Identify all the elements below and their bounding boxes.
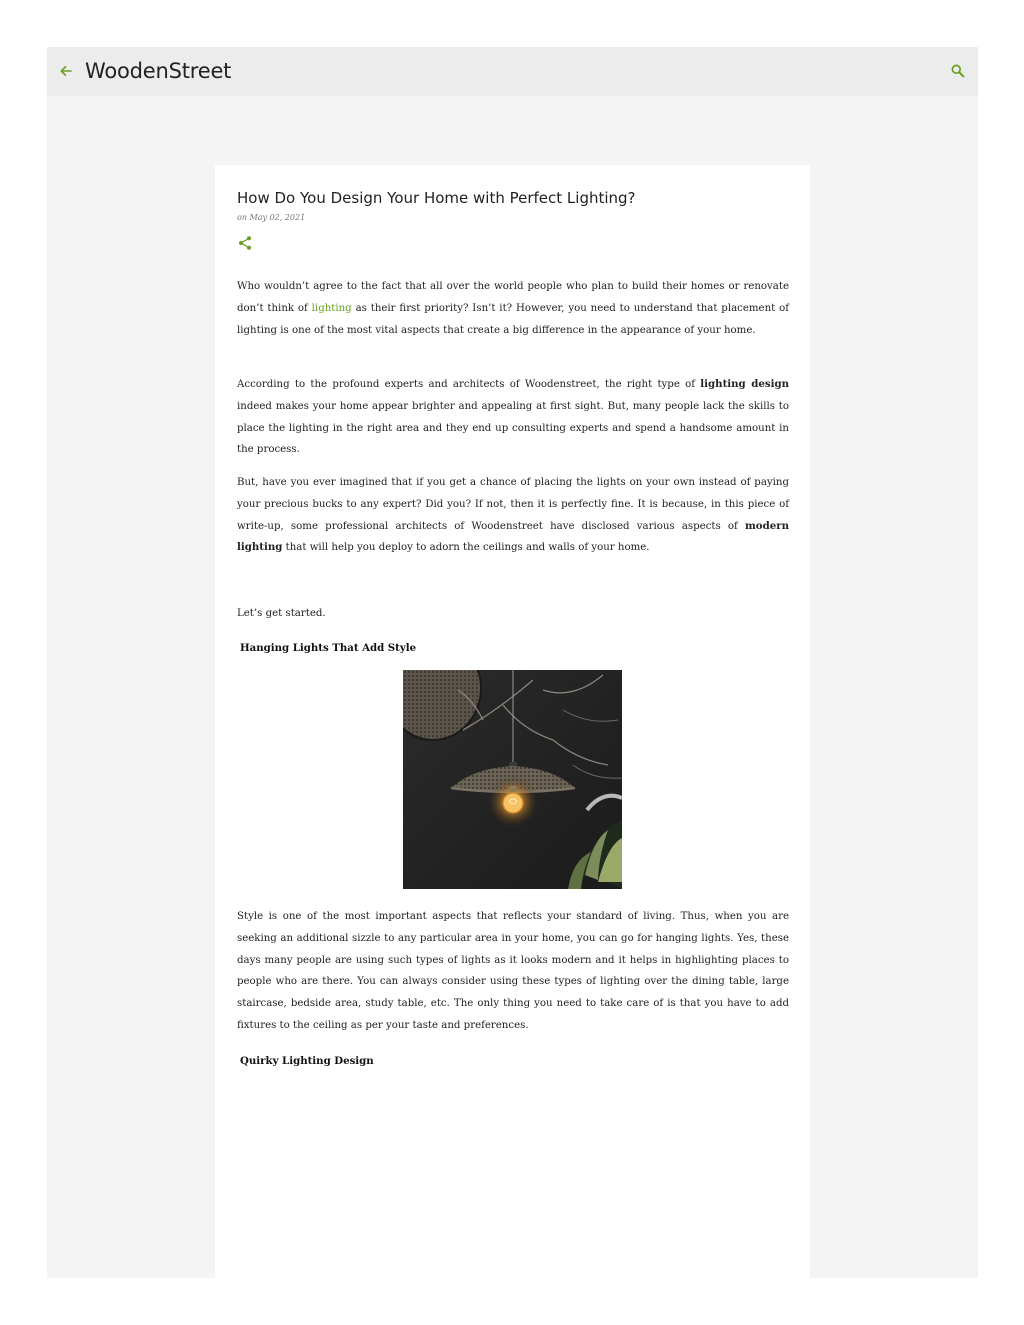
search-icon[interactable] — [950, 63, 966, 79]
paragraph-4: Let’s get started. — [237, 608, 326, 619]
paragraph-5: Style is one of the most important aspects that reflects your standard of living. Thus, when you are seeking an additional sizzle to any particular area in your home, you can go for hanging lights. Yes, these days many people are using such types of lights as it looks modern and it helps in highlighting places to people who are there. You can always consider using these types of lighting over the dining table, large staircase, bedside area, study table, etc. The only thing you need to take care of is that you have to add fixtures to the ceiling as per your taste and preferences. — [237, 911, 789, 1031]
post-date: on May 02, 2021 — [237, 213, 306, 222]
lighting-design-keyword: lighting design — [700, 378, 789, 390]
paragraph-2-text-end: indeed makes your home appear brighter and appealing at first sight. But, many people lack the skills to place the lighting in the right area and they end up consulting experts and spend a handsome amount in the process. — [237, 400, 789, 456]
paragraph-2 — [237, 374, 789, 461]
modern-lighting-keyword: modern lighting — [237, 519, 789, 554]
hanging-lamp-image — [403, 670, 622, 889]
paragraph-1-text: Who wouldn’t agree to the fact that all over the world people who plan to build their homes or renovate don’t think of — [237, 281, 789, 314]
blog-page — [47, 47, 978, 1278]
paragraph-1 — [237, 276, 789, 341]
post-title: How Do You Design Your Home with Perfect Lighting? — [237, 189, 636, 207]
site-title[interactable]: WoodenStreet — [85, 59, 232, 83]
lighting-link[interactable]: lighting — [311, 302, 352, 314]
arrow-left-icon[interactable] — [58, 63, 74, 79]
top-bar — [47, 47, 978, 96]
paragraph-2-text: According to the profound experts and architects of Woodenstreet, the right type of — [237, 379, 701, 390]
section-heading-quirky-lighting: Quirky Lighting Design — [240, 1055, 374, 1067]
paragraph-3-text: But, have you ever imagined that if you get a chance of placing the lights on your own instead of paying your precious bucks to any expert? Did you? If not, then it is perfectly fine. It is because, in this piece of write-up, some professional architects of Woodenstreet have disclosed various aspects of — [237, 477, 789, 532]
paragraph-3 — [237, 472, 789, 559]
section-heading-hanging-lights: Hanging Lights That Add Style — [240, 642, 417, 654]
paragraph-1-text-end: as their first priority? Isn’t it? However, you need to understand that placement of lighting is one of the most vital aspects that create a big difference in the appearance of your home. — [237, 302, 789, 336]
post-card — [215, 165, 810, 1278]
share-icon[interactable] — [237, 235, 253, 251]
paragraph-3-text-end: that will help you deploy to adorn the ceilings and walls of your home. — [282, 542, 650, 554]
